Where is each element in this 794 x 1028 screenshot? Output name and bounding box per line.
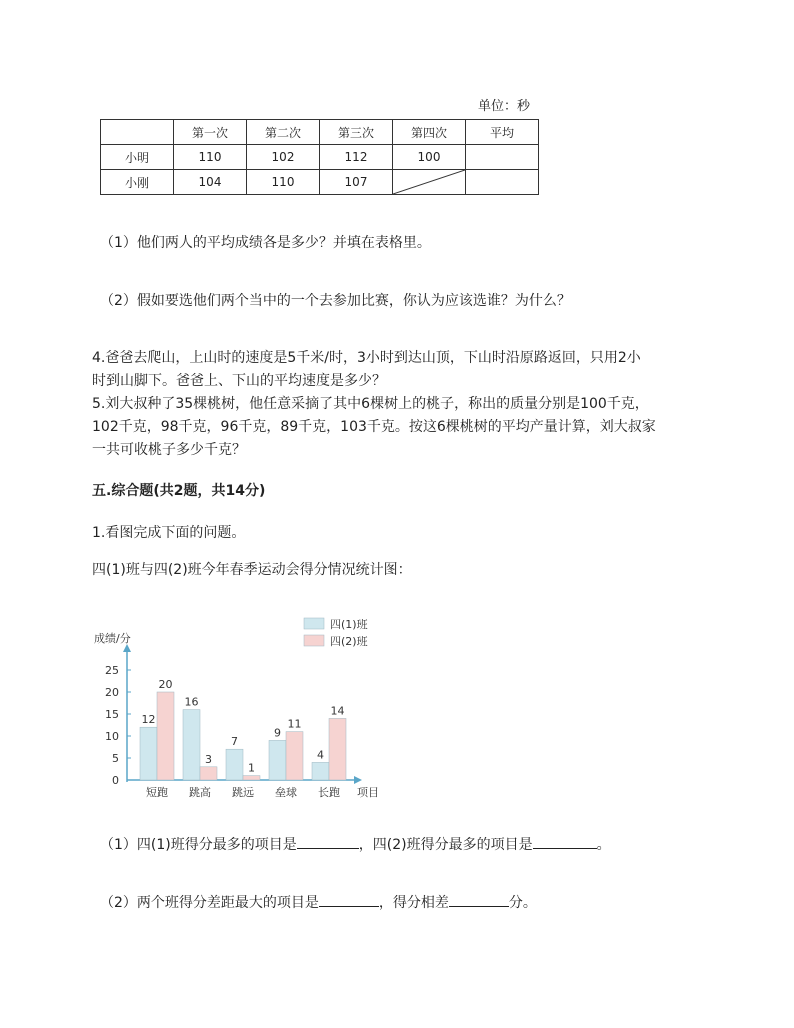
table-header-cell: 第三次 (320, 120, 393, 145)
table-cell: 110 (174, 145, 247, 170)
table-header-cell (101, 120, 174, 145)
bar-value-label: 3 (205, 752, 212, 766)
diagonal-line (393, 170, 465, 194)
legend-label: 四(1)班 (330, 618, 368, 631)
bar (312, 762, 329, 780)
problem-5-line-1: 5.刘大叔种了35棵桃树，他任意采摘了其中6棵树上的桃子，称出的质量分别是100千克， (92, 396, 649, 412)
problem-5-line-3: 一共可收桃子多少千克？ (92, 442, 246, 458)
table-cell: 110 (247, 170, 320, 195)
y-tick-label: 10 (105, 730, 119, 743)
table-cell: 100 (393, 145, 466, 170)
row-name: 小明 (101, 145, 174, 170)
y-tick-label: 20 (105, 686, 119, 699)
answer-blank[interactable] (319, 892, 379, 907)
question-2: （2）假如要选他们两个当中的一个去参加比赛，你认为应该选谁？为什么？ (100, 293, 571, 309)
bar-value-label: 9 (274, 726, 281, 740)
bar-value-label: 20 (158, 678, 173, 691)
legend-label: 四(2)班 (330, 635, 368, 648)
table-row (101, 145, 539, 170)
bar (243, 776, 260, 780)
bar (183, 710, 200, 780)
table-unit-label: 单位：秒 (478, 99, 531, 114)
bar-value-label: 1 (248, 761, 255, 775)
fill-in-text: 分。 (508, 895, 537, 911)
bar-value-label: 4 (317, 748, 324, 762)
average-cell[interactable] (466, 170, 539, 195)
x-axis-label: 项目 (357, 786, 379, 799)
fill-in-text: （2）两个班得分差距最大的项目是 (100, 895, 319, 911)
bar (226, 749, 243, 780)
y-axis-arrow (123, 644, 131, 652)
table-cell: 102 (247, 145, 320, 170)
x-tick-label: 垒球 (275, 786, 297, 799)
legend-swatch (304, 618, 324, 629)
average-cell[interactable] (466, 145, 539, 170)
chart-caption: 四(1)班与四(2)班今年春季运动会得分情况统计图： (92, 562, 412, 578)
bar (286, 732, 303, 780)
y-axis-label: 成绩/分 (94, 632, 131, 645)
y-tick-label: 25 (105, 664, 119, 677)
bar-value-label: 14 (330, 704, 345, 718)
table-cell: 112 (320, 145, 393, 170)
fill-in-question-1 (100, 834, 611, 856)
legend-swatch (304, 635, 324, 646)
fill-in-text: ，四(2)班得分最多的项目是 (358, 837, 533, 853)
x-tick-label: 跳远 (232, 786, 254, 799)
fill-in-text: 。 (596, 837, 611, 853)
y-tick-label: 5 (112, 752, 119, 765)
bar-chart (92, 610, 402, 810)
y-tick-label: 0 (112, 774, 119, 787)
bar-value-label: 7 (231, 735, 238, 749)
section-5-heading: 五.综合题(共2题，共14分) (92, 483, 266, 499)
x-axis-arrow (354, 776, 362, 784)
x-tick-label: 短跑 (146, 786, 168, 799)
section-5-intro: 1.看图完成下面的问题。 (92, 525, 246, 541)
fill-in-question-2 (100, 892, 537, 914)
table-row (101, 170, 539, 195)
bar-value-label: 16 (184, 695, 199, 709)
bar-value-label: 12 (141, 713, 156, 727)
table-header-cell: 第一次 (174, 120, 247, 145)
diagonal-empty-cell (393, 170, 466, 195)
table-header-cell: 第四次 (393, 120, 466, 145)
problem-5-line-2: 102千克，98千克，96千克，89千克，103千克。按这6棵桃树的平均产量计算，刘大叔家 (92, 419, 656, 435)
bar (269, 740, 286, 780)
row-name: 小刚 (101, 170, 174, 195)
fill-in-text: （1）四(1)班得分最多的项目是 (100, 837, 297, 853)
table-cell: 107 (320, 170, 393, 195)
problem-4-line-1: 4.爸爸去爬山，上山时的速度是5千米/时，3小时到达山顶，下山时沿原路返回，只用2小 (92, 350, 641, 366)
x-tick-label: 长跑 (318, 786, 340, 799)
answer-blank[interactable] (449, 892, 509, 907)
table-header-cell: 第二次 (247, 120, 320, 145)
bar-chart-svg (92, 610, 402, 810)
y-tick-label: 15 (105, 708, 119, 721)
bar-value-label: 11 (287, 717, 302, 731)
answer-blank[interactable] (533, 834, 597, 849)
x-tick-label: 跳高 (189, 786, 211, 799)
table-header-row (101, 120, 539, 145)
bar (140, 727, 157, 780)
bar (329, 718, 346, 780)
fill-in-text: ，得分相差 (378, 895, 449, 911)
bar (157, 692, 174, 780)
answer-blank[interactable] (297, 834, 359, 849)
question-1: （1）他们两人的平均成绩各是多少？并填在表格里。 (100, 235, 431, 251)
table-header-cell: 平均 (466, 120, 539, 145)
bar (200, 767, 217, 780)
score-table (100, 119, 539, 195)
problem-4-line-2: 时到山脚下。爸爸上、下山的平均速度是多少？ (92, 373, 386, 389)
table-cell: 104 (174, 170, 247, 195)
